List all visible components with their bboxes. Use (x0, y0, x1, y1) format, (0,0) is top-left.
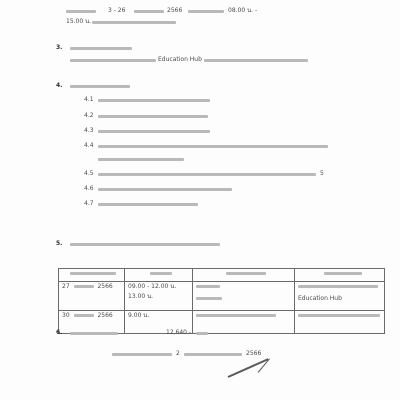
header-activity (193, 269, 295, 282)
section-3-place: Education Hub (158, 56, 202, 63)
row2-time-a: 9.00 น. (128, 312, 150, 319)
item-4-6-text-placeholder (98, 188, 232, 191)
item-4-3-text-placeholder (98, 130, 210, 133)
row1-time (125, 282, 193, 311)
item-4-5-number: 4.5 (84, 170, 94, 177)
signature-stroke (228, 358, 269, 378)
header-place (295, 269, 385, 282)
row1-activity-b-placeholder (196, 297, 222, 300)
text-placeholder (70, 59, 156, 62)
item-4-3-number: 4.3 (84, 127, 94, 134)
item-4-4-number: 4.4 (84, 142, 94, 149)
announce-day: 2 (176, 350, 180, 357)
text-placeholder (134, 10, 164, 13)
item-4-2-text-placeholder (98, 115, 208, 118)
row1-date (59, 282, 125, 311)
row2-activity-a-placeholder (196, 314, 276, 317)
section-5-heading-placeholder (70, 243, 220, 246)
section-3-heading-placeholder (70, 47, 132, 50)
announce-month-placeholder (184, 353, 242, 356)
item-4-4-text-placeholder (98, 145, 328, 148)
item-4-1-text-placeholder (98, 99, 210, 102)
row2-date-day: 30 (62, 312, 70, 319)
top-line-date: 3 - 26 (108, 7, 126, 14)
section-6-unit-placeholder (196, 332, 208, 335)
row1-place (295, 282, 385, 311)
section-6-label-placeholder (70, 332, 118, 335)
row2-date (59, 311, 125, 334)
table-row (59, 282, 385, 311)
row1-date-day: 27 (62, 283, 70, 290)
section-5-number: 5. (56, 240, 63, 247)
item-4-7-number: 4.7 (84, 200, 94, 207)
section-4-heading-placeholder (70, 85, 130, 88)
row1-activity-a-placeholder (196, 285, 220, 288)
top-line-time-start: 08.00 น. - (228, 7, 258, 14)
row1-time-a: 09.00 - 12.00 น. (128, 283, 177, 290)
schedule-table (58, 268, 385, 334)
section-6-amount: 12,640.- (166, 329, 192, 336)
header-date (59, 269, 125, 282)
section-4-number: 4. (56, 82, 63, 89)
row1-activity (193, 282, 295, 311)
text-placeholder (204, 59, 308, 62)
row1-place-a-placeholder (298, 285, 378, 288)
text-placeholder (92, 21, 176, 24)
section-3-number: 3. (56, 44, 63, 51)
row1-time-b: 13.00 น. (128, 293, 154, 300)
section-6-number: 6. (56, 329, 63, 336)
announce-prefix-placeholder (112, 353, 172, 356)
row2-place-a-placeholder (298, 314, 380, 317)
item-4-1-number: 4.1 (84, 96, 94, 103)
item-4-5-text-placeholder (98, 173, 316, 176)
text-placeholder (188, 10, 224, 13)
announce-year: 2566 (246, 350, 262, 357)
item-4-2-number: 4.2 (84, 112, 94, 119)
table-row (59, 311, 385, 334)
item-4-4-text-cont-placeholder (98, 158, 184, 161)
row2-place (295, 311, 385, 334)
schedule-header-row (59, 269, 385, 282)
row1-date-year: 2566 (97, 283, 113, 290)
text-placeholder (66, 10, 96, 13)
item-4-5-end: 5 (320, 170, 324, 177)
row1-place-b: Education Hub (298, 295, 342, 302)
item-4-7-text-placeholder (98, 203, 198, 206)
top-line-year: 2566 (167, 7, 183, 14)
top-line2-time: 15.00 น. (66, 18, 92, 25)
header-time (125, 269, 193, 282)
row2-date-year: 2566 (97, 312, 113, 319)
item-4-6-number: 4.6 (84, 185, 94, 192)
row2-activity (193, 311, 295, 334)
